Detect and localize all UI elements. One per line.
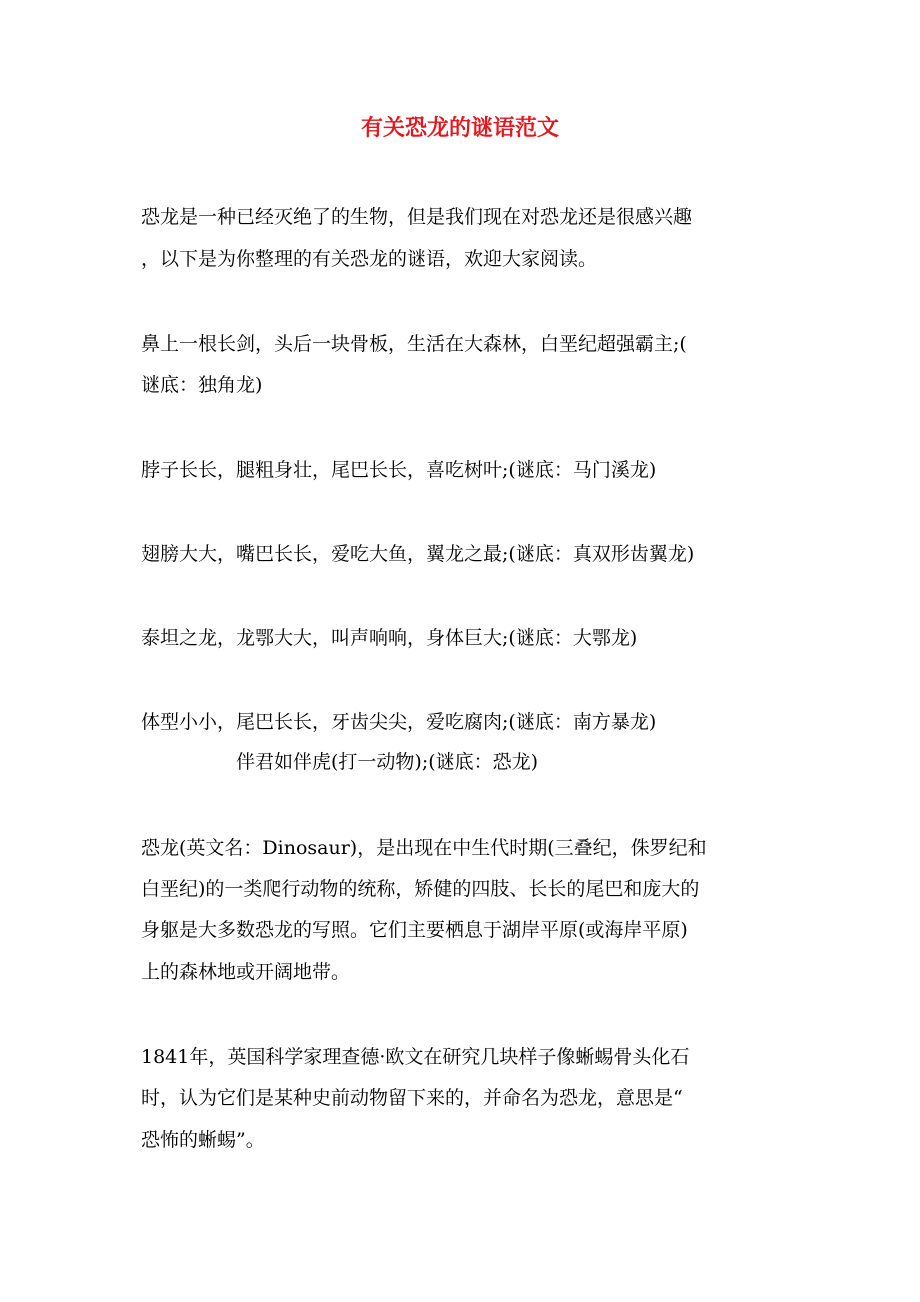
riddle-1-line-1: 鼻上一根长剑，头后一块骨板，生活在大森林，白垩纪超强霸主;( <box>141 333 687 355</box>
document-title: 有关恐龙的谜语范文 <box>360 115 559 141</box>
riddle-6: 伴君如伴虎(打一动物);(谜底：恐龙) <box>236 751 539 773</box>
riddle-5: 体型小小，尾巴长长，牙齿尖尖，爱吃腐肉;(谜底：南方暴龙) <box>141 711 657 733</box>
paragraph-history-line-2: 时，认为它们是某种史前动物留下来的，并命名为恐龙，意思是“ <box>141 1087 683 1109</box>
riddle-4: 泰坦之龙，龙鄂大大，叫声响响，身体巨大;(谜底：大鄂龙) <box>141 627 638 649</box>
paragraph-dinosaur-line-1: 恐龙(英文名：Dinosaur)，是出现在中生代时期(三叠纪，侏罗纪和 <box>141 837 707 859</box>
riddle-3: 翅膀大大，嘴巴长长，爱吃大鱼，翼龙之最;(谜底：真双形齿翼龙) <box>141 543 695 565</box>
paragraph-intro-line-1: 恐龙是一种已经灭绝了的生物，但是我们现在对恐龙还是很感兴趣 <box>141 206 693 228</box>
paragraph-intro-line-2: ，以下是为你整理的有关恐龙的谜语，欢迎大家阅读。 <box>141 248 598 270</box>
riddle-1-line-2: 谜底：独角龙) <box>141 374 263 396</box>
paragraph-history-line-1: 1841年，英国科学家理查德·欧文在研究几块样子像蜥蜴骨头化石 <box>141 1046 690 1068</box>
paragraph-dinosaur-line-4: 上的森林地或开阔地带。 <box>141 961 351 983</box>
riddle-2: 脖子长长，腿粗身壮，尾巴长长，喜吃树叶;(谜底：马门溪龙) <box>141 459 657 481</box>
paragraph-dinosaur-line-2: 白垩纪)的一类爬行动物的统称，矫健的四肢、长长的尾巴和庞大的 <box>141 878 700 900</box>
paragraph-history-line-3: 恐怖的蜥蜴”。 <box>141 1129 265 1151</box>
paragraph-dinosaur-line-3: 身躯是大多数恐龙的写照。它们主要栖息于湖岸平原(或海岸平原) <box>141 919 688 941</box>
